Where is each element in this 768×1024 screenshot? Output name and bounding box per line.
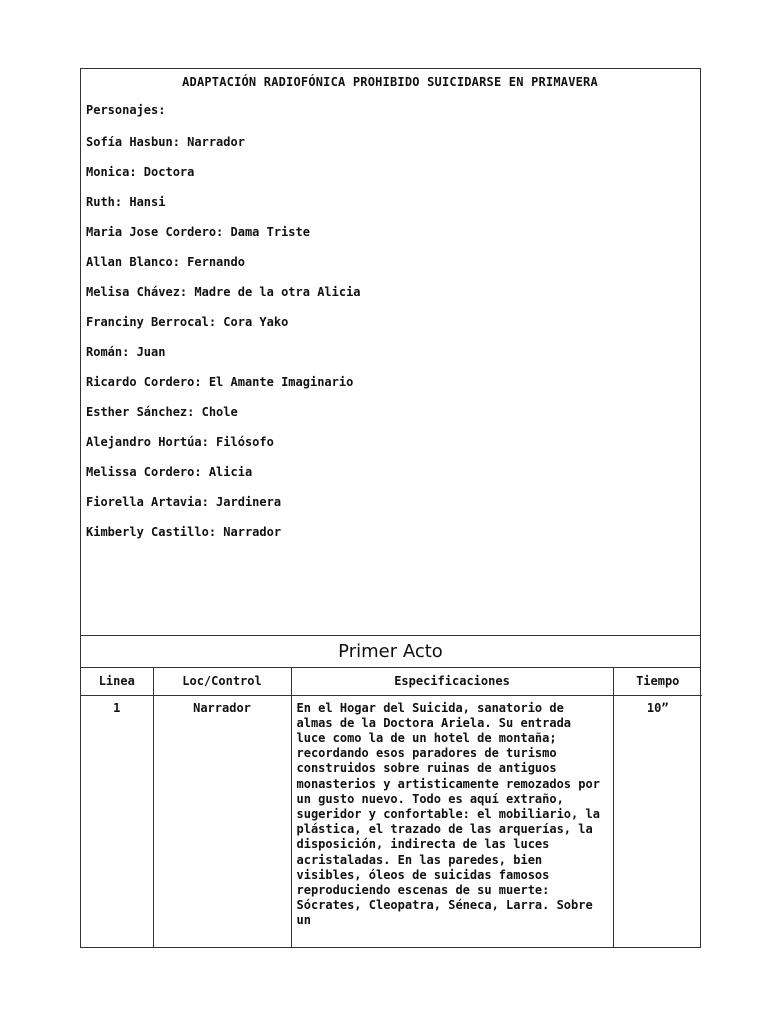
script-table [81, 668, 702, 947]
specification-text: En el Hogar del Suicida, sanatorio de almas de la Doctora Ariela. Su entrada luce como la de un hotel de montaña; recordando esos paradores de turismo construidos sobre ruinas de antiguos monasterios y artisticamente remozados por un gusto nuevo. Todo es aquí extraño, sugeridor y confortable: el mobiliario, la plástica, el trazado de las arquerías, la disposición, indirecta de las luces acristaladas. En las paredes, bien visibles, óleos de suicidas famosos reproduciendo escenas de su muerte: Sócrates, Cleopatra, Séneca, Larra. Sobre un [291, 695, 613, 947]
cast-item: Allan Blanco: Fernando [86, 255, 245, 269]
cast-item: Fiorella Artavia: Jardinera [86, 495, 282, 509]
column-header-especificaciones: Especificaciones [291, 668, 613, 695]
table-row [81, 695, 702, 947]
cast-item: Monica: Doctora [86, 165, 195, 179]
act-title: Primer Acto [81, 636, 700, 668]
cast-item: Maria Jose Cordero: Dama Triste [86, 225, 310, 239]
column-header-loc-control: Loc/Control [153, 668, 291, 695]
line-number: 1 [81, 695, 153, 947]
cast-item: Esther Sánchez: Chole [86, 405, 238, 419]
document-title: ADAPTACIÓN RADIOFÓNICA PROHIBIDO SUICIDARSE EN PRIMAVERA [182, 75, 598, 89]
cast-item: Alejandro Hortúa: Filósofo [86, 435, 274, 449]
cast-list [86, 135, 694, 555]
table-header-row [81, 668, 702, 695]
cast-item: Ricardo Cordero: El Amante Imaginario [86, 375, 354, 389]
loc-control: Narrador [153, 695, 291, 947]
cast-item: Melisa Chávez: Madre de la otra Alicia [86, 285, 361, 299]
cast-item: Melissa Cordero: Alicia [86, 465, 253, 479]
script-document [80, 68, 701, 948]
cast-item: Kimberly Castillo: Narrador [86, 525, 282, 539]
cast-item: Sofía Hasbun: Narrador [86, 135, 245, 149]
cast-section [81, 69, 700, 636]
column-header-linea: Linea [81, 668, 153, 695]
column-header-tiempo: Tiempo [613, 668, 702, 695]
cast-heading: Personajes: [86, 103, 166, 117]
cast-item: Franciny Berrocal: Cora Yako [86, 315, 289, 329]
cast-item: Román: Juan [86, 345, 166, 359]
cast-item: Ruth: Hansi [86, 195, 166, 209]
duration: 10” [646, 700, 669, 715]
